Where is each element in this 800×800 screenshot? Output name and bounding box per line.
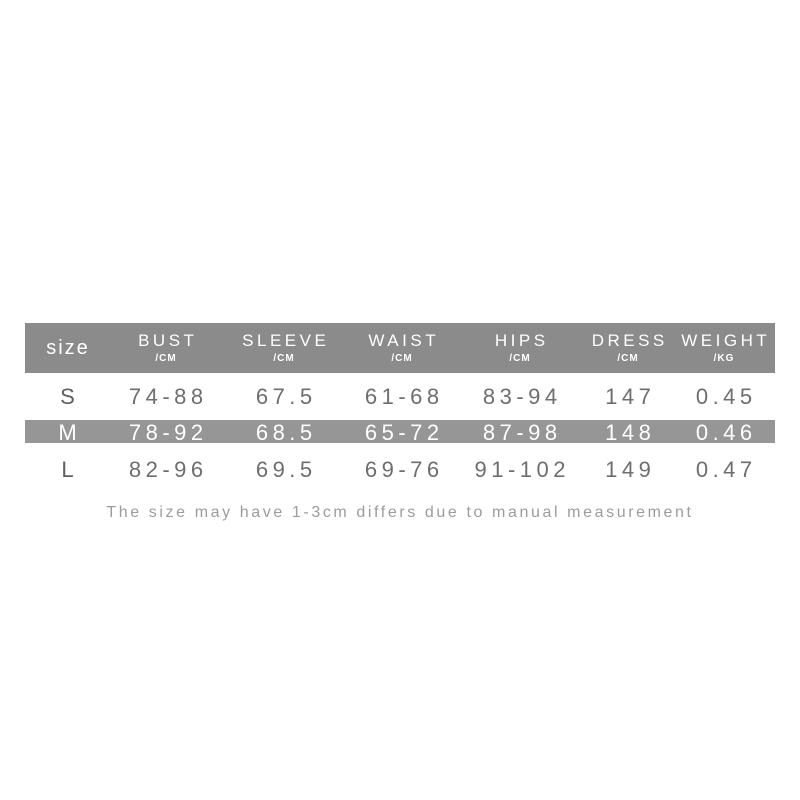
column-label: WEIGHT <box>681 331 771 351</box>
bust-value: 82-96 <box>128 457 208 482</box>
column-unit: /KG <box>713 352 735 364</box>
column-unit: /CM <box>617 352 639 364</box>
size-value: S <box>60 383 76 409</box>
weight-value: 0.45 <box>695 383 757 409</box>
column-label: BUST <box>138 331 198 351</box>
sleeve-value: 68.5 <box>255 420 317 445</box>
hips-value: 83-94 <box>482 383 562 409</box>
sleeve-value: 67.5 <box>255 383 317 409</box>
table-row-s <box>25 373 775 420</box>
weight-value: 0.46 <box>695 420 757 445</box>
column-header-waist <box>347 332 457 364</box>
column-unit: /CM <box>273 352 295 364</box>
dress-value: 148 <box>605 420 656 445</box>
column-header-bust <box>111 332 221 364</box>
column-header-sleeve <box>221 332 347 364</box>
column-unit: /CM <box>509 352 531 364</box>
bust-value: 78-92 <box>128 420 208 445</box>
bust-value: 74-88 <box>128 383 208 409</box>
sleeve-value: 69.5 <box>255 457 317 482</box>
column-unit: /CM <box>391 352 413 364</box>
table-header-row <box>25 323 775 373</box>
dress-value: 149 <box>605 457 656 482</box>
table-row-l <box>25 443 775 497</box>
column-label: WAIST <box>368 331 440 351</box>
hips-value: 91-102 <box>474 457 570 482</box>
dress-value: 147 <box>605 383 656 409</box>
column-header-weight <box>673 332 775 364</box>
waist-value: 61-68 <box>364 383 444 409</box>
column-header-hips <box>457 332 583 364</box>
hips-value: 87-98 <box>482 420 562 445</box>
size-header-label: size <box>46 337 90 359</box>
column-header-dress <box>583 332 673 364</box>
waist-value: 69-76 <box>364 457 444 482</box>
column-unit: /CM <box>155 352 177 364</box>
measurement-note: The size may have 1-3cm differs due to manual measurement <box>106 504 694 521</box>
column-label: SLEEVE <box>242 331 330 351</box>
table-row-m-highlighted <box>25 420 775 443</box>
waist-value: 65-72 <box>364 420 444 445</box>
size-value: M <box>58 420 78 445</box>
column-label: DRESS <box>591 331 668 351</box>
column-label: HIPS <box>494 331 549 351</box>
size-value: L <box>61 457 75 482</box>
weight-value: 0.47 <box>695 457 757 482</box>
column-header-size <box>25 337 111 359</box>
size-chart <box>25 323 775 522</box>
